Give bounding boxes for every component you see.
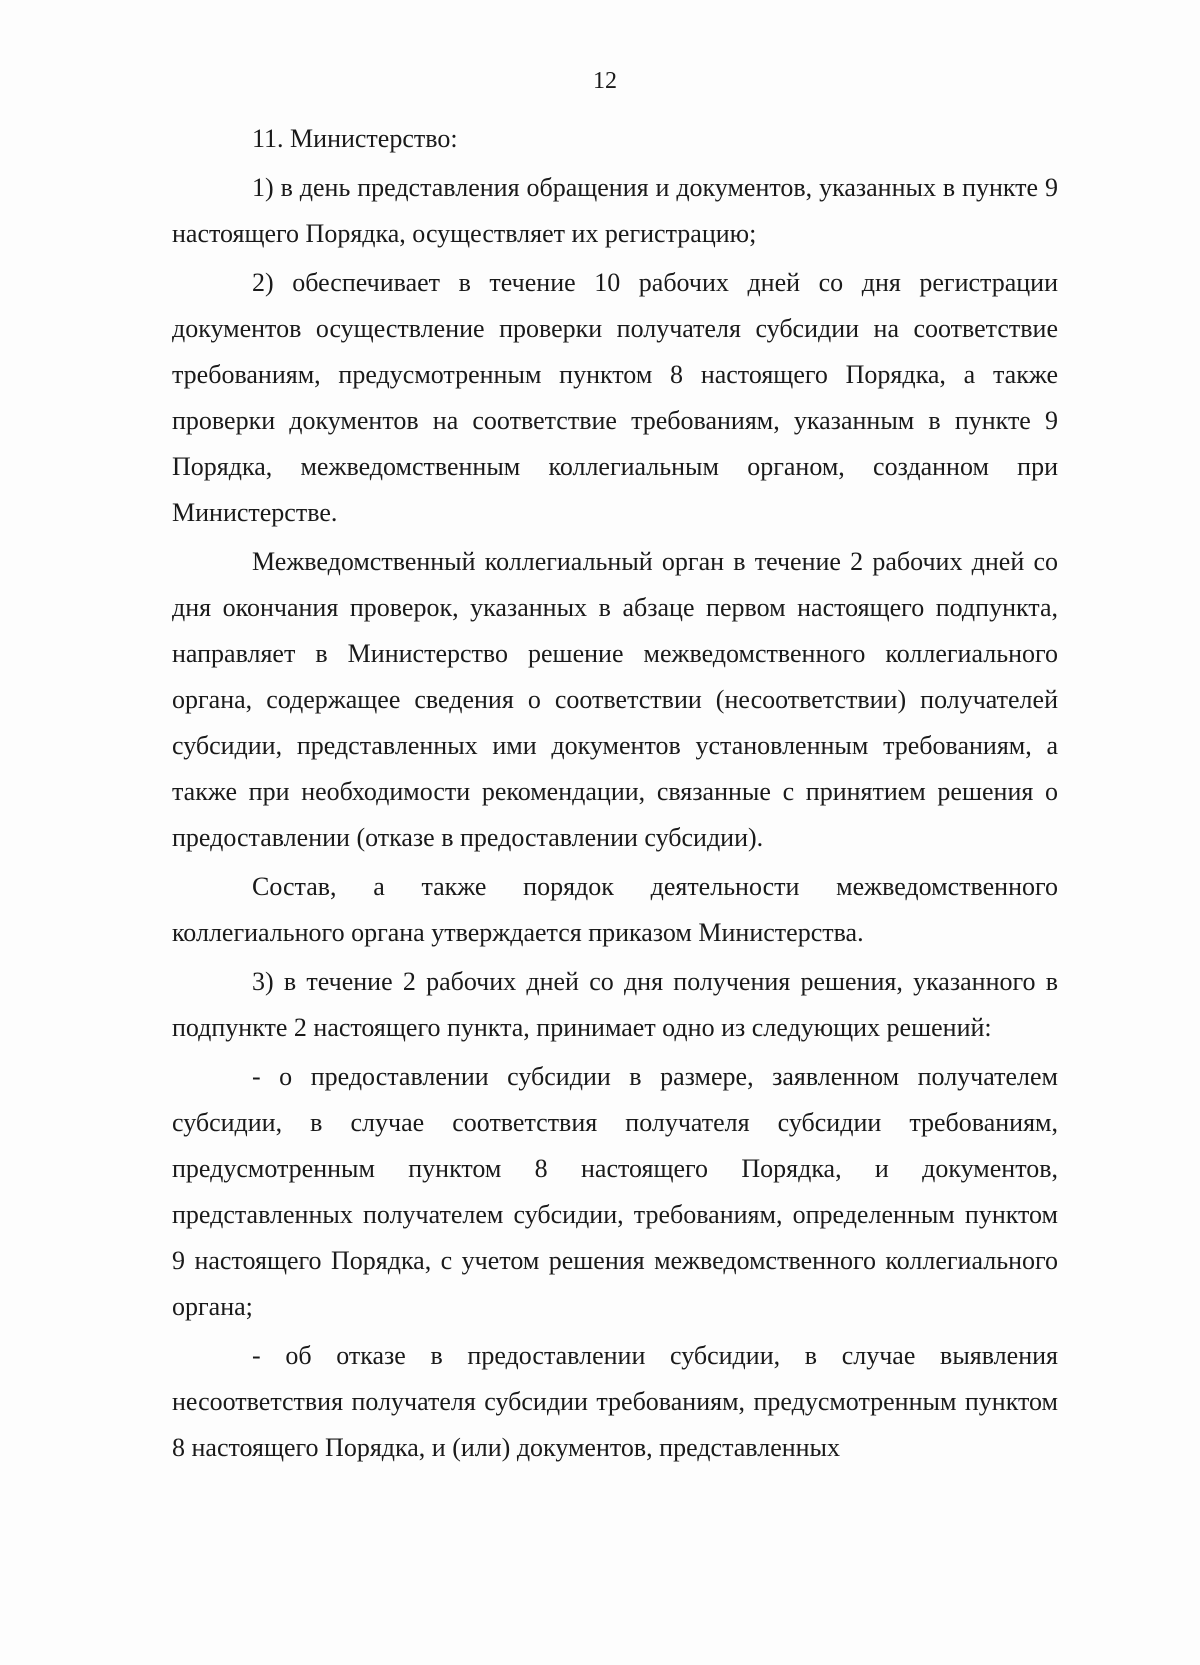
paragraph-decision-grant: - о предоставлении субсидии в размере, заявленном получателем субсидии, в случае соответствия получателя субсидии требованиям, предусмотренным пунктом 8 настоящего Порядка, и документов, представленных получателем субсидии, требованиям, определенным пунктом 9 настоящего Порядка, с учетом решения межведомственного коллегиального органа; <box>172 1062 1058 1321</box>
paragraph-decision-refusal: - об отказе в предоставлении субсидии, в случае выявления несоответствия получателя субсидии требованиям, предусмотренным пунктом 8 настоящего Порядка, и (или) документов, представленных <box>172 1341 1058 1462</box>
document-body <box>172 116 1058 1471</box>
paragraph-item-1: 1) в день представления обращения и документов, указанных в пункте 9 настоящего Порядка, осуществляет их регистрацию; <box>172 173 1058 248</box>
page-number: 12 <box>593 68 617 94</box>
paragraph-composition: Состав, а также порядок деятельности межведомственного коллегиального органа утверждается приказом Министерства. <box>172 872 1058 947</box>
paragraph-item-3: 3) в течение 2 рабочих дней со дня получения решения, указанного в подпункте 2 настоящего пункта, принимает одно из следующих решений: <box>172 967 1058 1042</box>
paragraph-item-2: 2) обеспечивает в течение 10 рабочих дней со дня регистрации документов осуществление проверки получателя субсидии на соответствие требованиям, предусмотренным пунктом 8 настоящего Порядка, а также проверки документов на соответствие требованиям, указанным в пункте 9 Порядка, межведомственным коллегиальным органом, созданном при Министерстве. <box>172 268 1058 527</box>
paragraph-ministry-heading: 11. Министерство: <box>252 124 458 153</box>
paragraph-interagency-body: Межведомственный коллегиальный орган в течение 2 рабочих дней со дня окончания проверок, указанных в абзаце первом настоящего подпункта, направляет в Министерство решение межведомственного коллегиального органа, содержащее сведения о соответствии (несоответствии) получателей субсидии, представленных ими документов установленным требованиям, а также при необходимости рекомендации, связанные с принятием решения о предоставлении (отказе в предоставлении субсидии). <box>172 547 1058 852</box>
